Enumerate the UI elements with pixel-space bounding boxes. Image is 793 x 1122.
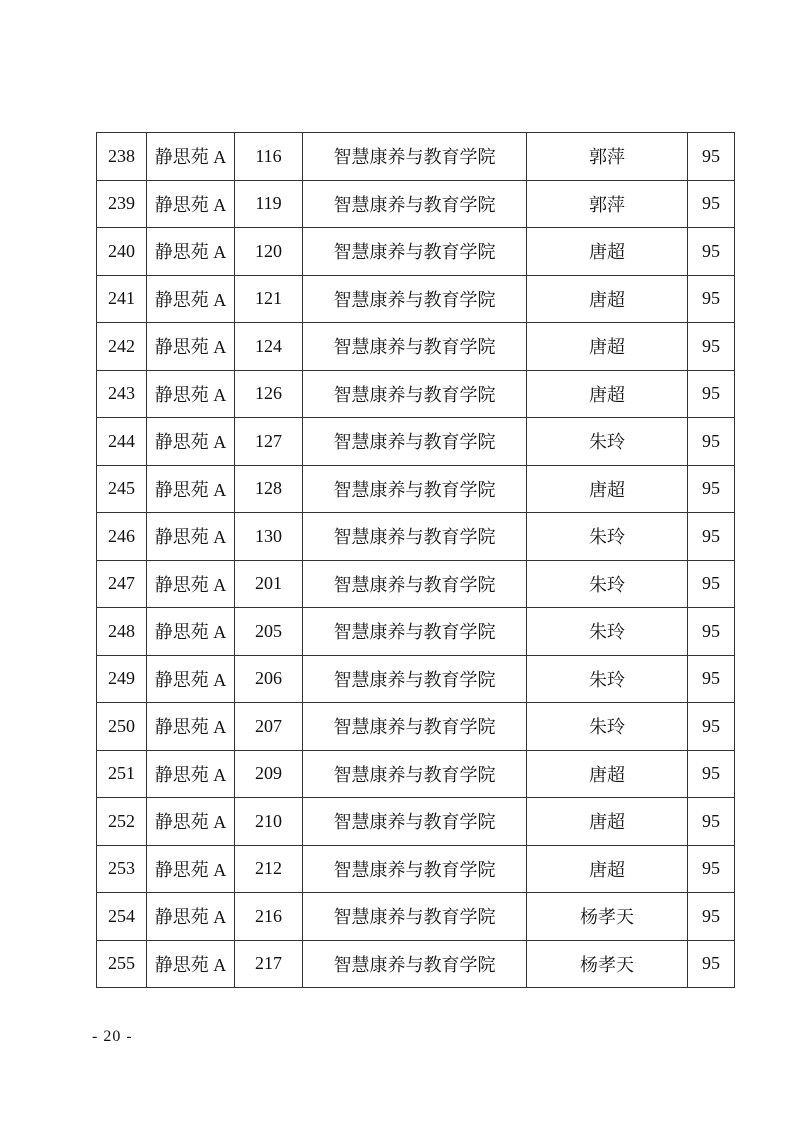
counselor-cell: 唐超	[527, 798, 688, 846]
counselor-cell: 唐超	[527, 370, 688, 418]
college-cell: 智慧康养与教育学院	[303, 560, 527, 608]
score-cell: 95	[688, 465, 735, 513]
table-row	[97, 560, 735, 608]
building-cell: 静思苑 A	[147, 940, 235, 988]
building-cell: 静思苑 A	[147, 893, 235, 941]
room-number-cell: 201	[235, 560, 303, 608]
score-cell: 95	[688, 750, 735, 798]
room-number-cell: 207	[235, 703, 303, 751]
dormitory-score-table	[96, 132, 735, 988]
seq-number-cell: 242	[97, 323, 147, 371]
table-row	[97, 275, 735, 323]
score-cell: 95	[688, 370, 735, 418]
room-number-cell: 116	[235, 133, 303, 181]
building-cell: 静思苑 A	[147, 798, 235, 846]
table-row	[97, 750, 735, 798]
building-cell: 静思苑 A	[147, 133, 235, 181]
counselor-cell: 朱玲	[527, 608, 688, 656]
score-cell: 95	[688, 703, 735, 751]
room-number-cell: 124	[235, 323, 303, 371]
seq-number-cell: 252	[97, 798, 147, 846]
college-cell: 智慧康养与教育学院	[303, 275, 527, 323]
table-row	[97, 845, 735, 893]
seq-number-cell: 250	[97, 703, 147, 751]
seq-number-cell: 239	[97, 180, 147, 228]
table-row	[97, 655, 735, 703]
room-number-cell: 210	[235, 798, 303, 846]
college-cell: 智慧康养与教育学院	[303, 608, 527, 656]
page-number: - 20 -	[92, 1028, 133, 1045]
seq-number-cell: 241	[97, 275, 147, 323]
table-body	[97, 133, 735, 988]
score-cell: 95	[688, 798, 735, 846]
room-number-cell: 121	[235, 275, 303, 323]
counselor-cell: 唐超	[527, 323, 688, 371]
college-cell: 智慧康养与教育学院	[303, 180, 527, 228]
table-row	[97, 703, 735, 751]
college-cell: 智慧康养与教育学院	[303, 465, 527, 513]
building-cell: 静思苑 A	[147, 608, 235, 656]
college-cell: 智慧康养与教育学院	[303, 228, 527, 276]
building-cell: 静思苑 A	[147, 323, 235, 371]
score-cell: 95	[688, 845, 735, 893]
seq-number-cell: 247	[97, 560, 147, 608]
score-cell: 95	[688, 275, 735, 323]
room-number-cell: 206	[235, 655, 303, 703]
college-cell: 智慧康养与教育学院	[303, 655, 527, 703]
building-cell: 静思苑 A	[147, 703, 235, 751]
counselor-cell: 杨孝天	[527, 940, 688, 988]
counselor-cell: 唐超	[527, 465, 688, 513]
college-cell: 智慧康养与教育学院	[303, 750, 527, 798]
counselor-cell: 杨孝天	[527, 893, 688, 941]
seq-number-cell: 245	[97, 465, 147, 513]
counselor-cell: 朱玲	[527, 418, 688, 466]
score-cell: 95	[688, 655, 735, 703]
seq-number-cell: 254	[97, 893, 147, 941]
seq-number-cell: 243	[97, 370, 147, 418]
counselor-cell: 唐超	[527, 275, 688, 323]
college-cell: 智慧康养与教育学院	[303, 513, 527, 561]
room-number-cell: 209	[235, 750, 303, 798]
building-cell: 静思苑 A	[147, 560, 235, 608]
score-cell: 95	[688, 608, 735, 656]
counselor-cell: 朱玲	[527, 560, 688, 608]
table-row	[97, 323, 735, 371]
counselor-cell: 郭萍	[527, 180, 688, 228]
counselor-cell: 唐超	[527, 228, 688, 276]
score-cell: 95	[688, 893, 735, 941]
seq-number-cell: 244	[97, 418, 147, 466]
building-cell: 静思苑 A	[147, 750, 235, 798]
table-row	[97, 608, 735, 656]
counselor-cell: 朱玲	[527, 513, 688, 561]
building-cell: 静思苑 A	[147, 180, 235, 228]
building-cell: 静思苑 A	[147, 370, 235, 418]
building-cell: 静思苑 A	[147, 418, 235, 466]
college-cell: 智慧康养与教育学院	[303, 323, 527, 371]
seq-number-cell: 255	[97, 940, 147, 988]
seq-number-cell: 240	[97, 228, 147, 276]
building-cell: 静思苑 A	[147, 845, 235, 893]
seq-number-cell: 249	[97, 655, 147, 703]
table-row	[97, 370, 735, 418]
seq-number-cell: 238	[97, 133, 147, 181]
table-row	[97, 133, 735, 181]
college-cell: 智慧康养与教育学院	[303, 798, 527, 846]
room-number-cell: 128	[235, 465, 303, 513]
table-row	[97, 940, 735, 988]
score-cell: 95	[688, 228, 735, 276]
room-number-cell: 130	[235, 513, 303, 561]
building-cell: 静思苑 A	[147, 655, 235, 703]
room-number-cell: 217	[235, 940, 303, 988]
score-cell: 95	[688, 133, 735, 181]
seq-number-cell: 251	[97, 750, 147, 798]
college-cell: 智慧康养与教育学院	[303, 940, 527, 988]
score-cell: 95	[688, 940, 735, 988]
room-number-cell: 127	[235, 418, 303, 466]
building-cell: 静思苑 A	[147, 513, 235, 561]
college-cell: 智慧康养与教育学院	[303, 893, 527, 941]
building-cell: 静思苑 A	[147, 465, 235, 513]
college-cell: 智慧康养与教育学院	[303, 418, 527, 466]
room-number-cell: 120	[235, 228, 303, 276]
table-row	[97, 418, 735, 466]
table-row	[97, 228, 735, 276]
college-cell: 智慧康养与教育学院	[303, 370, 527, 418]
counselor-cell: 唐超	[527, 750, 688, 798]
seq-number-cell: 246	[97, 513, 147, 561]
score-cell: 95	[688, 418, 735, 466]
counselor-cell: 朱玲	[527, 655, 688, 703]
table-row	[97, 465, 735, 513]
building-cell: 静思苑 A	[147, 275, 235, 323]
table-row	[97, 513, 735, 561]
table-row	[97, 798, 735, 846]
room-number-cell: 216	[235, 893, 303, 941]
counselor-cell: 郭萍	[527, 133, 688, 181]
room-number-cell: 126	[235, 370, 303, 418]
score-cell: 95	[688, 180, 735, 228]
counselor-cell: 朱玲	[527, 703, 688, 751]
counselor-cell: 唐超	[527, 845, 688, 893]
room-number-cell: 212	[235, 845, 303, 893]
score-cell: 95	[688, 513, 735, 561]
seq-number-cell: 248	[97, 608, 147, 656]
table-row	[97, 180, 735, 228]
college-cell: 智慧康养与教育学院	[303, 133, 527, 181]
score-cell: 95	[688, 323, 735, 371]
room-number-cell: 205	[235, 608, 303, 656]
college-cell: 智慧康养与教育学院	[303, 703, 527, 751]
seq-number-cell: 253	[97, 845, 147, 893]
table-row	[97, 893, 735, 941]
score-cell: 95	[688, 560, 735, 608]
room-number-cell: 119	[235, 180, 303, 228]
building-cell: 静思苑 A	[147, 228, 235, 276]
college-cell: 智慧康养与教育学院	[303, 845, 527, 893]
